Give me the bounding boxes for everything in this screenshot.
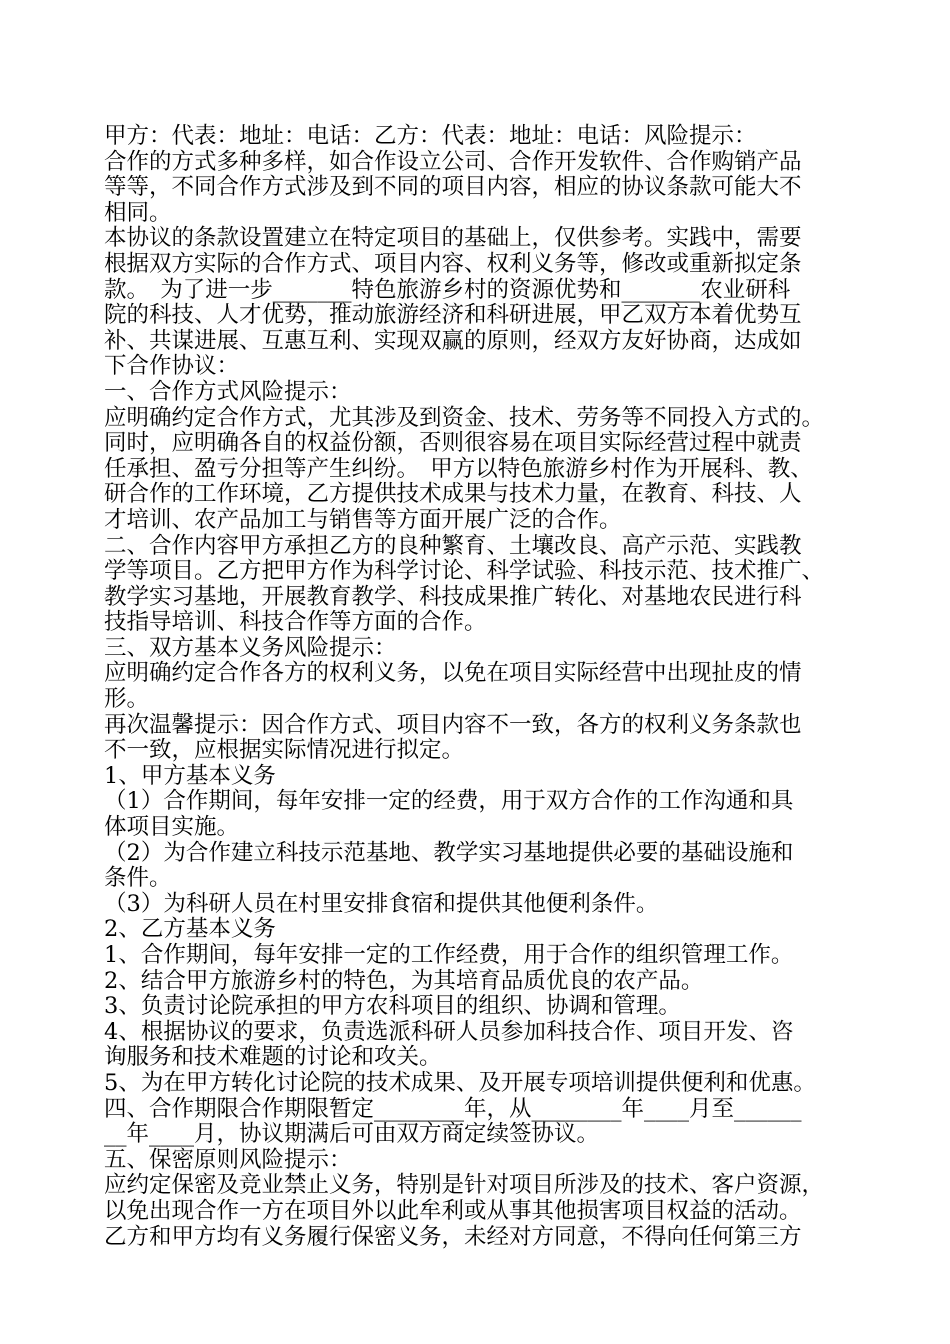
list-item: 4、根据协议的要求，负责选派科研人员参加科技合作、项目开发、咨 xyxy=(104,1018,794,1045)
text-line: 再次温馨提示：因合作方式、项目内容不一致，各方的权利义务条款也 xyxy=(104,711,802,738)
text-line: 才培训、农产品加工与销售等方面开展广泛的合作。 xyxy=(104,506,622,533)
text-line: 相同。 xyxy=(104,199,172,226)
text-line: 研合作的工作环境，乙方提供技术成果与技术力量，在教育、科技、人 xyxy=(104,481,802,508)
document-body xyxy=(104,124,864,1250)
list-item: 5、为在甲方转化讨论院的技术成果、及开展专项培训提供便利和优惠。 xyxy=(104,1069,816,1096)
text-line: 条件。 xyxy=(104,865,172,892)
text-line: __年____月，协议期满后可由双方商定续签协议。 xyxy=(104,1121,600,1148)
list-item: 1、合作期间，每年安排一定的工作经费，用于合作的组织管理工作。 xyxy=(104,942,794,968)
text-line: 应明确约定合作各方的权利义务，以免在项目实际经营中出现扯皮的情 xyxy=(104,660,802,687)
text-line: 应约定保密及竞业禁止义务，特别是针对项目所涉及的技术、客户资源， xyxy=(104,1172,825,1199)
text-line: 形。 xyxy=(104,686,150,713)
list-item: 3、负责讨论院承担的甲方农科项目的组织、协调和管理。 xyxy=(104,993,681,1020)
text-line: 乙方和甲方均有义务履行保密义务，未经对方同意，不得向任何第三方 xyxy=(104,1223,802,1250)
text-line: 技指导培训、科技合作等方面的合作。 xyxy=(104,609,487,636)
list-item: （3）为科研人员在村里安排食宿和提供其他便利条件。 xyxy=(104,890,659,917)
subsection-heading: 2、乙方基本义务 xyxy=(104,916,276,943)
text-line: 任承担、盈亏分担等产生纠纷。 甲方以特色旅游乡村作为开展科、教、 xyxy=(104,455,813,482)
list-item: （1）合作期间，每年安排一定的经费，用于双方合作的工作沟通和具 xyxy=(104,788,794,815)
subsection-heading: 1、甲方基本义务 xyxy=(104,762,276,789)
text-line: 教学实习基地，开展教育教学、科技成果推广转化、对基地农民进行科 xyxy=(104,583,802,610)
text-line: 以免出现合作一方在项目外以此牟利或从事其他损害项目权益的活动。 xyxy=(104,1197,802,1224)
text-line: 等等，不同合作方式涉及到不同的项目内容，相应的协议条款可能大不 xyxy=(104,174,802,201)
text-line: 体项目实施。 xyxy=(104,814,240,841)
text-line: 补、共谋进展、互惠互利、实现双赢的原则，经双方友好协商，达成如 xyxy=(104,327,802,354)
text-line: 下合作协议： xyxy=(104,353,240,380)
list-item: （2）为合作建立科技示范基地、教学实习基地提供必要的基础设施和 xyxy=(104,839,794,866)
section-heading: 一、合作方式风险提示： xyxy=(104,378,352,405)
section-heading: 五、保密原则风险提示： xyxy=(104,1146,352,1173)
text-line: 根据双方实际的合作方式、项目内容、权利义务等，修改或重新拟定条 xyxy=(104,250,802,277)
section-heading: 三、双方基本义务风险提示： xyxy=(104,634,397,661)
text-line: 本协议的条款设置建立在特定项目的基础上，仅供参考。实践中，需要 xyxy=(104,225,802,252)
list-item: 2、结合甲方旅游乡村的特色，为其培育品质优良的农产品。 xyxy=(104,967,704,994)
section-heading: 四、合作期限合作期限暂定________年，从________年____月至______ xyxy=(104,1095,802,1122)
text-line: 不一致，应根据实际情况进行拟定。 xyxy=(104,737,465,764)
text-line: 询服务和技术难题的讨论和攻关。 xyxy=(104,1044,442,1071)
text-line: 合作的方式多种多样，如合作设立公司、合作开发软件、合作购销产品 xyxy=(104,148,802,175)
text-line: 同时，应明确各自的权益份额，否则很容易在项目实际经营过程中就责 xyxy=(104,430,802,457)
text-line: 学等项目。乙方把甲方作为科学讨论、科学试验、科技示范、技术推广、 xyxy=(104,558,825,585)
text-line: 应明确约定合作方式，尤其涉及到资金、技术、劳务等不同投入方式的。 xyxy=(104,404,825,431)
text-line: 院的科技、人才优势，推动旅游经济和科研进展，甲乙双方本着优势互 xyxy=(104,302,802,329)
section-heading: 二、合作内容甲方承担乙方的良种繁育、土壤改良、高产示范、实践教 xyxy=(104,532,802,559)
text-line: 甲方：代表：地址：电话：乙方：代表：地址：电话：风险提示： xyxy=(104,123,757,149)
text-line: 款。 为了进一步_______特色旅游乡村的资源优势和_______农业研科 xyxy=(104,276,791,303)
